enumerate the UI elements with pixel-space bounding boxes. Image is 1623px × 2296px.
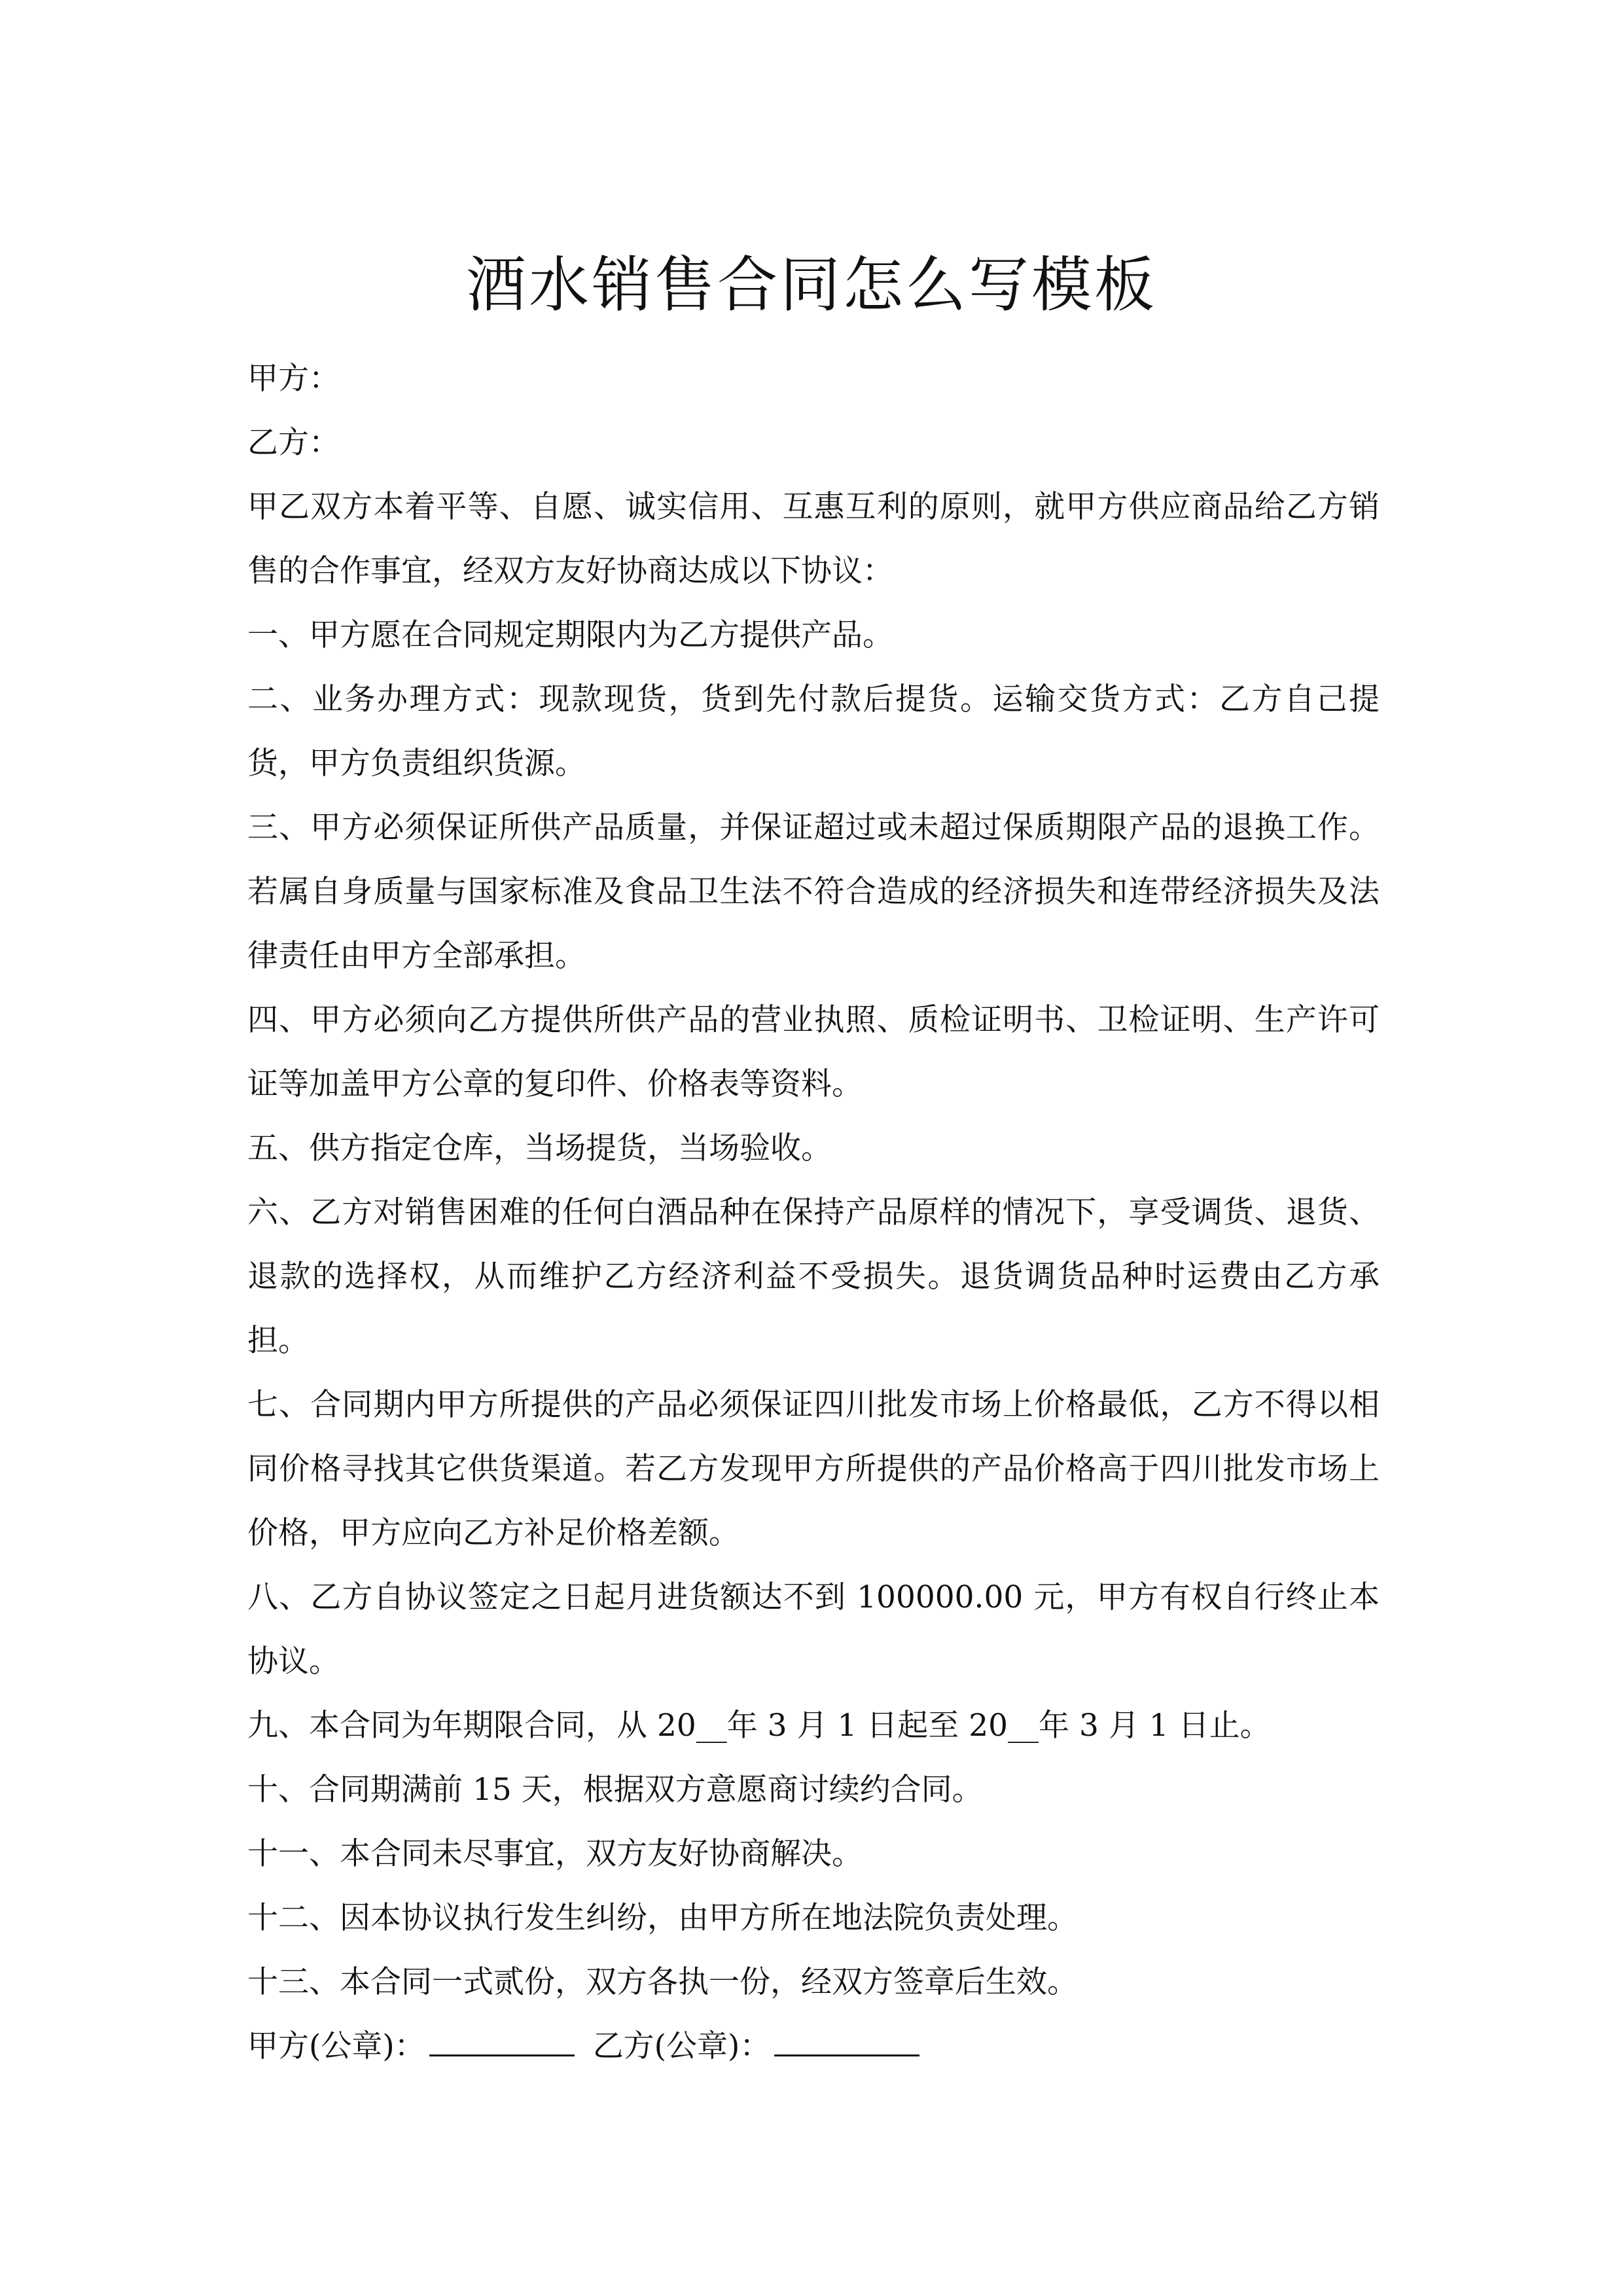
- party-a-seal-label: 甲方(公章)：: [247, 2028, 425, 2064]
- signature-row: [247, 2015, 1380, 2079]
- clause-9: 九、本合同为年期限合同，从 20__年 3 月 1 日起至 20__年 3 月 1 日止。: [247, 1708, 1271, 1744]
- party-a-seal-blank: [429, 2028, 575, 2056]
- clause-5: 五、供方指定仓库，当场提货，当场验收。: [247, 1130, 832, 1166]
- party-b-seal-label: 乙方(公章)：: [592, 2028, 771, 2064]
- clause-1: 一、甲方愿在合同规定期限内为乙方提供产品。: [247, 617, 893, 653]
- clause-8: 八、乙方自协议签定之日起月进货额达不到 100000.00 元，甲方有权自行终止本协议。: [247, 1579, 1380, 1679]
- clause-12: 十二、因本协议执行发生纠纷，由甲方所在地法院负责处理。: [247, 1900, 1078, 1936]
- clause-6: 六、乙方对销售困难的任何白酒品种在保持产品原样的情况下，享受调货、退货、退款的选择权，从而维护乙方经济利益不受损失。退货调货品种时运费由乙方承担。: [247, 1194, 1380, 1359]
- clause-3: 三、甲方必须保证所供产品质量，并保证超过或未超过保质期限产品的退换工作。若属自身质量与国家标准及食品卫生法不符合造成的经济损失和连带经济损失及法律责任由甲方全部承担。: [247, 810, 1380, 974]
- clause-4: 四、甲方必须向乙方提供所供产品的营业执照、质检证明书、卫检证明、生产许可证等加盖甲方公章的复印件、价格表等资料。: [247, 1002, 1380, 1102]
- clause-7: 七、合同期内甲方所提供的产品必须保证四川批发市场上价格最低，乙方不得以相同价格寻找其它供货渠道。若乙方发现甲方所提供的产品价格高于四川批发市场上价格，甲方应向乙方补足价格差额。: [247, 1387, 1380, 1551]
- clause-2: 二、业务办理方式：现款现货，货到先付款后提货。运输交货方式：乙方自己提货，甲方负责组织货源。: [247, 681, 1380, 781]
- preamble-paragraph: 甲乙双方本着平等、自愿、诚实信用、互惠互利的原则，就甲方供应商品给乙方销售的合作事宜，经双方友好协商达成以下协议：: [247, 489, 1380, 589]
- clause-11: 十一、本合同未尽事宜，双方友好协商解决。: [247, 1836, 863, 1872]
- clause-13: 十三、本合同一式贰份，双方各执一份，经双方签章后生效。: [247, 1964, 1078, 2000]
- document-title: 酒水销售合同怎么写模板: [465, 249, 1157, 320]
- party-b-seal-blank: [774, 2028, 919, 2056]
- party-a-line: 甲方：: [247, 361, 340, 397]
- document-body: [247, 347, 1380, 2079]
- clause-10: 十、合同期满前 15 天，根据双方意愿商讨续约合同。: [247, 1772, 983, 1808]
- party-b-line: 乙方：: [247, 425, 340, 461]
